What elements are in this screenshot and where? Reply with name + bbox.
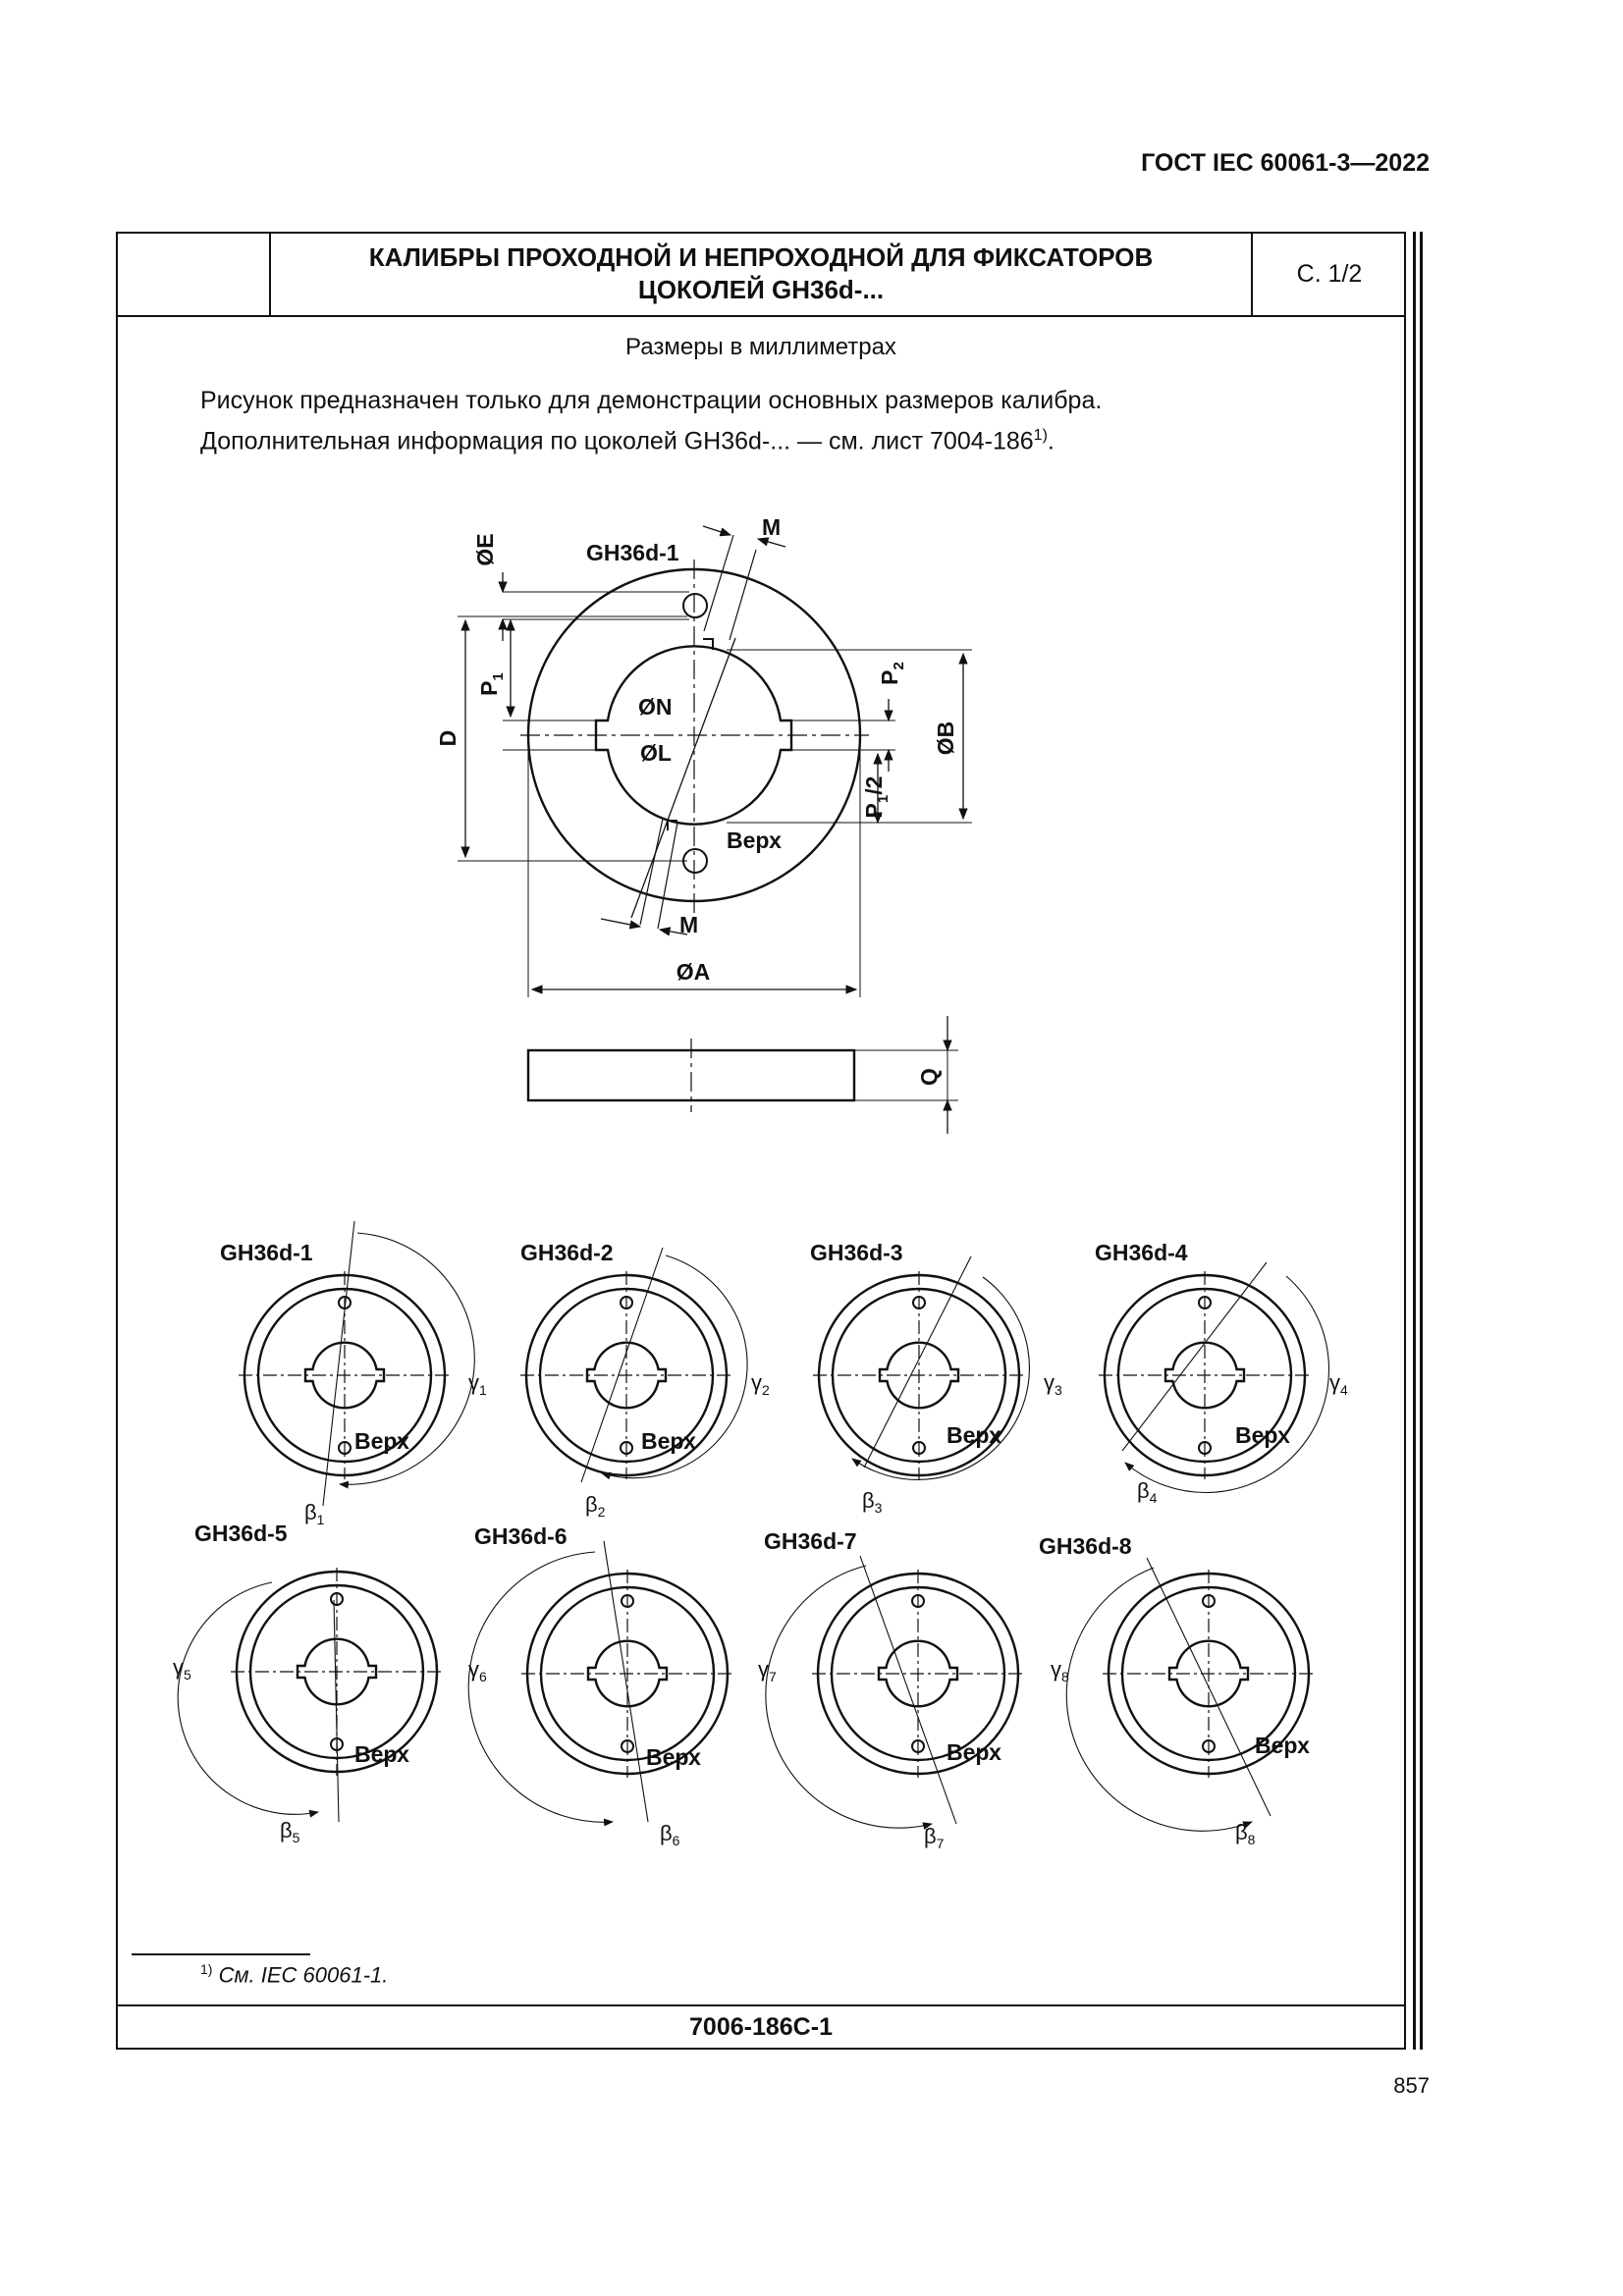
top-label: Верх bbox=[1235, 1422, 1290, 1448]
description-line-2: Дополнительная информация по цоколей GH36d-... — см. лист 7004-186$^{1)}$. bbox=[200, 427, 1055, 455]
dim-l: ØL bbox=[640, 740, 672, 766]
sheet-title: КАЛИБРЫ ПРОХОДНОЙ И НЕПРОХОДНОЙ ДЛЯ ФИКСАТОРОВ ЦОКОЛЕЙ GH36d-... bbox=[271, 232, 1253, 316]
top-label: Верх bbox=[947, 1422, 1001, 1448]
beta-label: $\beta_6$ bbox=[660, 1821, 680, 1848]
dim-p1-half bbox=[861, 776, 892, 819]
gamma-label: $\gamma_1$ bbox=[468, 1370, 487, 1398]
gamma-label: $\gamma_3$ bbox=[1044, 1370, 1062, 1398]
gamma-label: $\gamma_2$ bbox=[751, 1370, 770, 1398]
beta-label: $\beta_5$ bbox=[280, 1818, 300, 1845]
gamma-label: $\gamma_4$ bbox=[1329, 1370, 1348, 1398]
dim-a: ØA bbox=[676, 959, 711, 985]
sheet-number: 7006-186C-1 bbox=[689, 2012, 833, 2041]
top-label: Верх bbox=[727, 828, 782, 853]
svg-text:P2: $P_2$ bbox=[877, 662, 907, 685]
top-label: Верх bbox=[646, 1744, 701, 1770]
document-code: ГОСТ IEC 60061-3—2022 bbox=[1141, 149, 1430, 177]
dim-m-bottom: M bbox=[679, 912, 699, 937]
dim-m-top: M bbox=[762, 514, 782, 540]
gamma-label: $\gamma_8$ bbox=[1051, 1657, 1069, 1684]
variant-title: GH36d-8 bbox=[1039, 1533, 1132, 1559]
variant-gh36d-8 bbox=[1039, 1533, 1315, 1847]
svg-text:P1/2: $P_1/2$ bbox=[861, 775, 892, 819]
top-label: Верх bbox=[1255, 1733, 1310, 1758]
variant-title: GH36d-5 bbox=[194, 1521, 288, 1546]
variant-gh36d-6 bbox=[468, 1523, 733, 1848]
dim-p1 bbox=[476, 672, 507, 696]
variant-title: GH36d-7 bbox=[764, 1528, 857, 1554]
variant-title: GH36d-4 bbox=[1095, 1240, 1188, 1265]
svg-text:P1: $P_1$ bbox=[476, 672, 507, 696]
dim-q: Q bbox=[916, 1068, 942, 1086]
page-number: 857 bbox=[1393, 2073, 1430, 2098]
top-label: Верх bbox=[947, 1739, 1001, 1765]
footnote-rule bbox=[132, 1953, 310, 1955]
variant-gh36d-2 bbox=[520, 1240, 770, 1520]
beta-label: $\beta_1$ bbox=[304, 1500, 325, 1527]
units-note: Размеры в миллиметрах bbox=[625, 334, 896, 360]
gamma-label: $\gamma_7$ bbox=[758, 1657, 777, 1684]
dim-b: ØB bbox=[933, 721, 958, 756]
variant-title: GH36d-2 bbox=[520, 1240, 614, 1265]
variant-title: GH36d-1 bbox=[220, 1240, 313, 1265]
footnote: $^{1)}$ См. IEC 60061-1. bbox=[200, 1961, 389, 1988]
variant-gh36d-7 bbox=[758, 1528, 1024, 1851]
top-label: Верх bbox=[354, 1741, 409, 1767]
main-view-title: GH36d-1 bbox=[586, 540, 679, 565]
description-line-1: Рисунок предназначен только для демонстрации основных размеров калибра. bbox=[200, 387, 1103, 414]
variant-gh36d-1 bbox=[220, 1221, 487, 1527]
variant-gh36d-4 bbox=[1095, 1240, 1348, 1506]
variant-title: GH36d-6 bbox=[474, 1523, 568, 1549]
variant-gh36d-5 bbox=[173, 1521, 443, 1845]
sheet-page-indicator: С. 1/2 bbox=[1296, 259, 1363, 288]
top-label: Верх bbox=[354, 1428, 409, 1454]
dim-e: ØE bbox=[472, 533, 498, 566]
side-view bbox=[528, 1016, 958, 1134]
beta-label: $\beta_7$ bbox=[924, 1824, 945, 1851]
beta-label: $\beta_2$ bbox=[585, 1492, 606, 1520]
beta-label: $\beta_8$ bbox=[1235, 1820, 1256, 1847]
beta-label: $\beta_4$ bbox=[1137, 1478, 1158, 1506]
gamma-label: $\gamma_6$ bbox=[468, 1657, 487, 1684]
variant-gh36d-3 bbox=[810, 1240, 1062, 1516]
dim-n: ØN bbox=[638, 694, 673, 720]
beta-label: $\beta_3$ bbox=[862, 1488, 883, 1516]
variant-title: GH36d-3 bbox=[810, 1240, 903, 1265]
gamma-label: $\gamma_5$ bbox=[173, 1655, 191, 1682]
dim-d: D bbox=[435, 729, 460, 747]
top-label: Верх bbox=[641, 1428, 696, 1454]
main-plan-view bbox=[435, 514, 972, 997]
dim-p2 bbox=[877, 662, 907, 685]
